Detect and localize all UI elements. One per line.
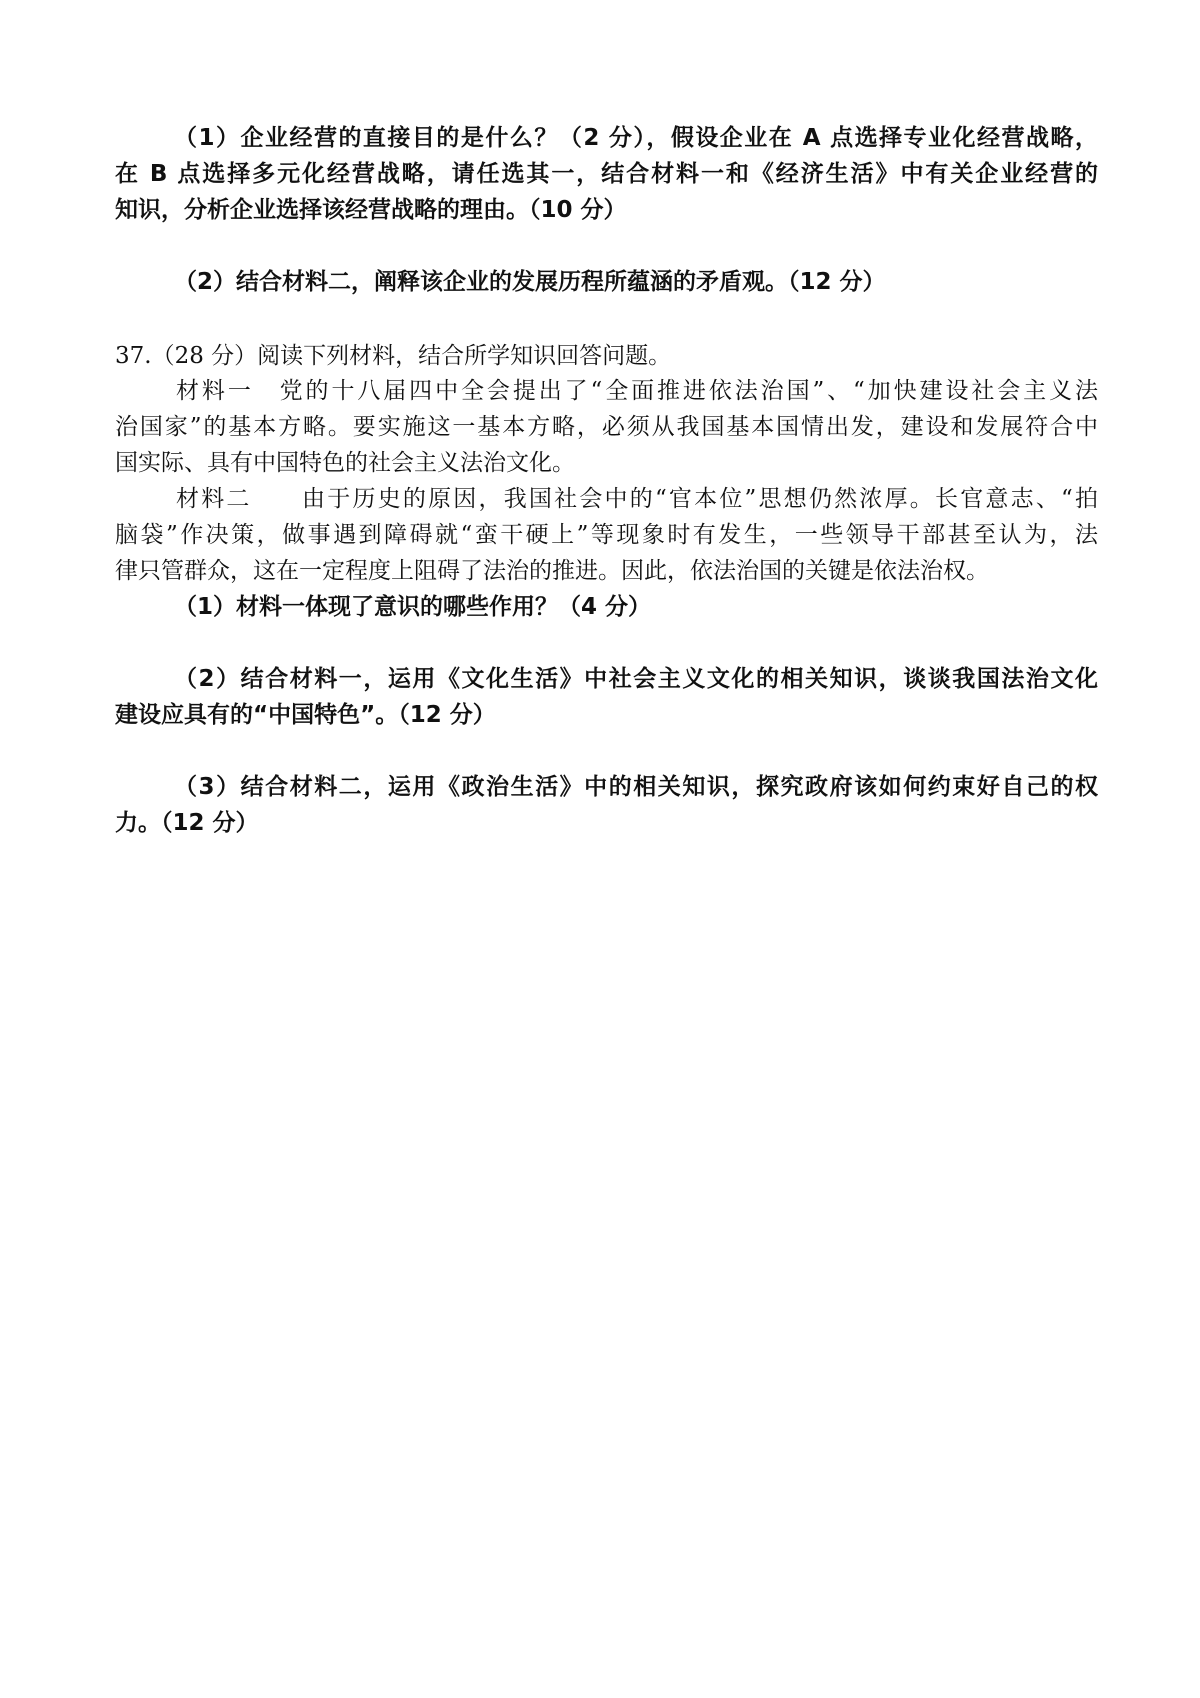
q37-header: 37.（28 分）阅读下列材料，结合所学知识回答问题。 [115, 343, 672, 369]
q37-material2-line3: 律只管群众，这在一定程度上阻碍了法治的推进。因此，依法治国的关键是依法治权。 [115, 558, 989, 584]
q37-material2-line1: 材料二 由于历史的原因，我国社会中的“官本位”思想仍然浓厚。长官意志、“拍 [176, 486, 1098, 512]
q36-part1-line2: 在 B 点选择多元化经营战略，请任选其一，结合材料一和《经济生活》中有关企业经营的 [115, 161, 1098, 187]
q37-part1: （1）材料一体现了意识的哪些作用？（4 分） [174, 594, 652, 620]
q37-part3-line2: 力。（12 分） [115, 810, 259, 836]
q37-material1-line2: 治国家”的基本方略。要实施这一基本方略，必须从我国基本国情出发，建设和发展符合中 [115, 414, 1098, 440]
q37-part2-line2: 建设应具有的“中国特色”。（12 分） [115, 702, 496, 728]
q36-part1-line3: 知识，分析企业选择该经营战略的理由。（10 分） [115, 197, 627, 223]
q37-material2-line2: 脑袋”作决策，做事遇到障碍就“蛮干硬上”等现象时有发生，一些领导干部甚至认为，法 [115, 522, 1098, 548]
q37-material1-line1: 材料一 党的十八届四中全会提出了“全面推进依法治国”、“加快建设社会主义法 [176, 378, 1098, 404]
q37-material1-line3: 国实际、具有中国特色的社会主义法治文化。 [115, 450, 575, 476]
q37-part3-line1: （3）结合材料二，运用《政治生活》中的相关知识，探究政府该如何约束好自己的权 [174, 774, 1098, 800]
q36-part2: （2）结合材料二，阐释该企业的发展历程所蕴涵的矛盾观。（12 分） [174, 269, 886, 295]
q36-part1-line1: （1）企业经营的直接目的是什么？（2 分），假设企业在 A 点选择专业化经营战略， [174, 125, 1098, 151]
q37-part2-line1: （2）结合材料一，运用《文化生活》中社会主义文化的相关知识，谈谈我国法治文化 [174, 666, 1098, 692]
